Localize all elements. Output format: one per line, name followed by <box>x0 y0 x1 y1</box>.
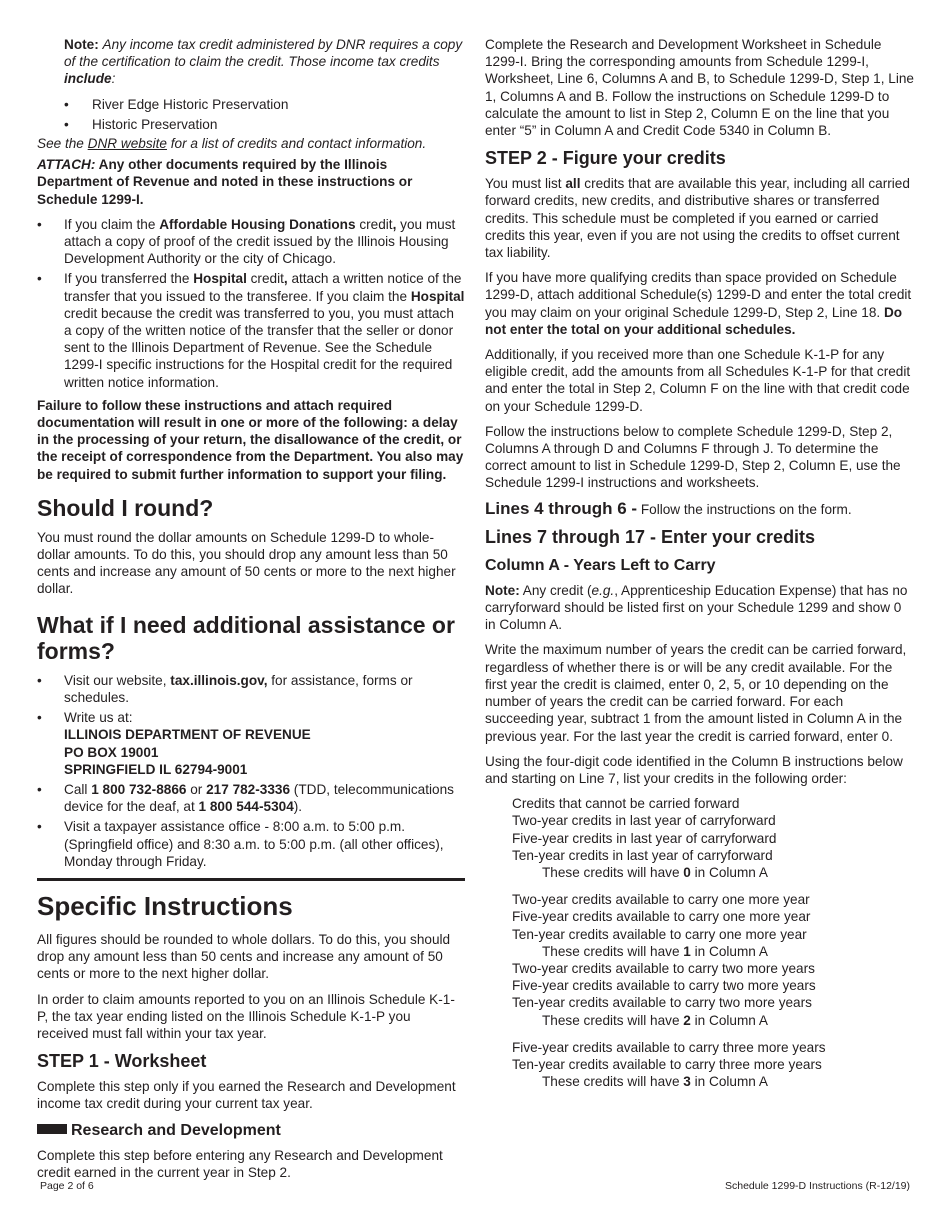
list-item: • If you claim the Affordable Housing Donations credit, you must attach a copy of proof of the credit issued by the Illinois Housing Development Authority or the city of Chicago. <box>37 216 456 267</box>
bullet-icon: • <box>64 116 69 132</box>
bullet-icon: • <box>37 819 42 835</box>
list-item: Two-year credits in last year of carryforward <box>512 813 776 829</box>
website-link[interactable]: tax.illinois.gov, <box>170 672 268 688</box>
list-item: Five-year credits available to carry one more year <box>512 909 811 925</box>
list-item: Two-year credits available to carry two more years <box>512 960 815 976</box>
form-id: Schedule 1299-D Instructions (R-12/19) <box>724 1180 910 1192</box>
list-item: • Historic Preservation <box>64 116 218 132</box>
section-divider <box>37 878 465 881</box>
step2-text: If you have more qualifying credits than space provided on Schedule 1299-D, attach additional Schedule(s) 1299-D and enter the total credit you may claim on your original Schedule 1299-D, Step 2, Line 18. Do not enter the total on your additional schedules. <box>485 270 912 337</box>
rd-continued: Complete the Research and Development Worksheet in Schedule 1299-I. Bring the corresponding amounts from Schedule 1299-I, Worksheet, Line 6, Columns A and B, to Schedule 1299-D, Step 1, Line 1, Columns A and B. Follow the instructions on Schedule 1299-D to calculate the amount to list in Step 2, Column E on the line that you enter “5” in Column A and Credit Code 5340 in Column B. <box>485 37 914 139</box>
list-item: • River Edge Historic Preservation <box>64 96 289 112</box>
credit-order-list <box>485 795 915 1090</box>
list-item: Ten-year credits in last year of carryforward <box>512 847 773 863</box>
section-bar-icon <box>37 1124 67 1134</box>
list-item: • Visit our website, tax.illinois.gov, for assistance, forms or schedules. <box>37 672 413 705</box>
list-item: • Call 1 800 732-8866 or 217 782-3336 (TDD, telecommunications device for the deaf, at 1 800 544-5304). <box>37 781 454 815</box>
group-summary: These credits will have 2 in Column A <box>542 1012 768 1028</box>
column-a-note: Note: Any credit (e.g., Apprenticeship Education Expense) that has no carryforward should be listed first on your Schedule 1299 and show 0 in Column A. <box>485 582 908 633</box>
round-heading: Should I round? <box>37 494 214 521</box>
attach-list <box>37 216 465 391</box>
bullet-icon: • <box>37 216 42 232</box>
bullet-icon: • <box>37 781 42 797</box>
bullet-icon: • <box>64 96 69 112</box>
address-line: SPRINGFIELD IL 62794-9001 <box>64 761 248 777</box>
dnr-website-link[interactable]: DNR website <box>87 136 167 152</box>
page-number: Page 2 of 6 <box>40 1180 94 1192</box>
group-summary: These credits will have 3 in Column A <box>542 1074 768 1090</box>
step2-text: Additionally, if you received more than one Schedule K-1-P for any eligible credit, add the amounts from all Schedules K-1-P for that credit and enter the total in Step 2, Column F on the line with that credit code on your Schedule 1299-D. <box>485 347 911 414</box>
group-summary: These credits will have 1 in Column A <box>542 943 768 959</box>
list-item: Five-year credits available to carry two more years <box>512 978 816 994</box>
specific-heading: Specific Instructions <box>37 890 293 921</box>
rd-text: Complete this step before entering any Research and Development credit earned in the current year in Step 2. <box>37 1147 443 1180</box>
step2-text: Follow the instructions below to complete Schedule 1299-D, Step 2, Columns A through D and Columns F through J. To determine the correct amount to list in Schedule 1299-D, Step 2, Column E, use the Schedule 1299-I instructions and worksheets. <box>485 423 901 491</box>
assist-list <box>37 672 465 870</box>
list-item: Two-year credits available to carry one more year <box>512 892 810 908</box>
right-column <box>485 36 915 1098</box>
lines7-heading: Lines 7 through 17 - Enter your credits <box>485 526 816 547</box>
failure-warning: Failure to follow these instructions and attach required documentation will result in one or more of the following: a delay in the processing of your return, the disallowance of the credit, or the receipt of correspondence from the Department. You also may be required to submit further information to support your filing. <box>37 397 464 482</box>
address-line: PO BOX 19001 <box>64 744 159 760</box>
specific-text: All figures should be rounded to whole dollars. To do this, you should drop any amount less than 50 cents and increase any amount of 50 cents or more to the next higher dollar. <box>37 931 451 982</box>
list-item: Credits that cannot be carried forward <box>512 796 740 812</box>
note-text: Any income tax credit administered by DNR requires a copy of the certification to claim the credit. Those income tax credits <box>64 37 463 70</box>
step1-heading: STEP 1 - Worksheet <box>37 1051 207 1072</box>
column-a-text: Using the four-digit code identified in the Column B instructions below and starting on Line 7, list your credits in the following order: <box>485 753 903 786</box>
specific-text: In order to claim amounts reported to you on an Illinois Schedule K-1-P, the tax year ending listed on the Illinois Schedule K-1-P you received must fall within your tax year. <box>37 991 455 1041</box>
list-item: Five-year credits available to carry three more years <box>512 1039 826 1055</box>
address-line: ILLINOIS DEPARTMENT OF REVENUE <box>64 727 311 743</box>
bullet-icon: • <box>37 672 42 688</box>
rd-heading: Research and Development <box>37 1121 465 1141</box>
list-item: • Visit a taxpayer assistance office - 8:00 a.m. to 5:00 p.m. (Springfield office) and 8:30 a.m. to 5:00 p.m. (all other offices), Monday through Friday. <box>37 819 444 869</box>
step2-heading: STEP 2 - Figure your credits <box>485 148 726 169</box>
left-column <box>37 36 465 1189</box>
assist-heading: What if I need additional assistance or forms? <box>37 611 455 664</box>
lines4-heading: Lines 4 through 6 - Follow the instructions on the form. <box>485 498 852 518</box>
round-text: You must round the dollar amounts on Schedule 1299-D to whole-dollar amounts. To do this, you should drop any amount less than 50 cents and increase any amount of 50 cents or more to the next higher dollar. <box>37 529 456 597</box>
column-a-heading: Column A - Years Left to Carry <box>485 556 716 574</box>
bullet-icon: • <box>37 710 42 726</box>
see-dnr-website: See the DNR website for a list of credits and contact information. <box>37 136 427 152</box>
group-summary: These credits will have 0 in Column A <box>542 864 768 880</box>
step1-text: Complete this step only if you earned the Research and Development income tax credit during your current tax year. <box>37 1079 456 1112</box>
dnr-credits-list <box>37 96 465 133</box>
list-item: • If you transferred the Hospital credit, attach a written notice of the transfer that you issued to the transferee. If you claim the Hospital credit because the credit was transferred to you, you must attach a copy of the written notice of the transfer that the seller or donor sent to the Illinois Department of Revenue. See the Schedule 1299-I specific instructions for the Hospital credit for the required written notice information. <box>37 271 465 390</box>
list-item: Ten-year credits available to carry three more years <box>512 1056 822 1072</box>
note-label: Note: <box>64 37 99 52</box>
column-a-text: Write the maximum number of years the credit can be carried forward, regardless of whether there is or will be any credit available. For the first year the credit is claimed, enter 0, 2, 5, or 10 depending on the number of years the credit can be carried forward. For each succeeding year, subtract 1 from the amount listed in Column A in the previous year. For the last year the credit is carried forward, enter 0. <box>485 642 907 744</box>
bullet-icon: • <box>37 271 42 287</box>
list-item: Ten-year credits available to carry one more year <box>512 926 807 942</box>
attach-paragraph: ATTACH: Any other documents required by the Illinois Department of Revenue and noted in these instructions or Schedule 1299-I. <box>37 157 413 207</box>
list-item: Five-year credits in last year of carryforward <box>512 830 777 846</box>
list-item: Ten-year credits available to carry two more years <box>512 995 812 1011</box>
dnr-note: Note: Any income tax credit administered by DNR requires a copy of the certification to claim the credit. Those income tax credits include: <box>64 37 463 87</box>
step2-text: You must list all credits that are available this year, including all carried forward credits, new credits, and distributive shares or transferred credits. This schedule must be completed if you earned or carried credits this year, even if you are not using the credits to offset current tax liability. <box>485 176 910 261</box>
list-item: • Write us at: ILLINOIS DEPARTMENT OF REVENUE PO BOX 19001 SPRINGFIELD IL 62794-9001 <box>37 710 311 777</box>
